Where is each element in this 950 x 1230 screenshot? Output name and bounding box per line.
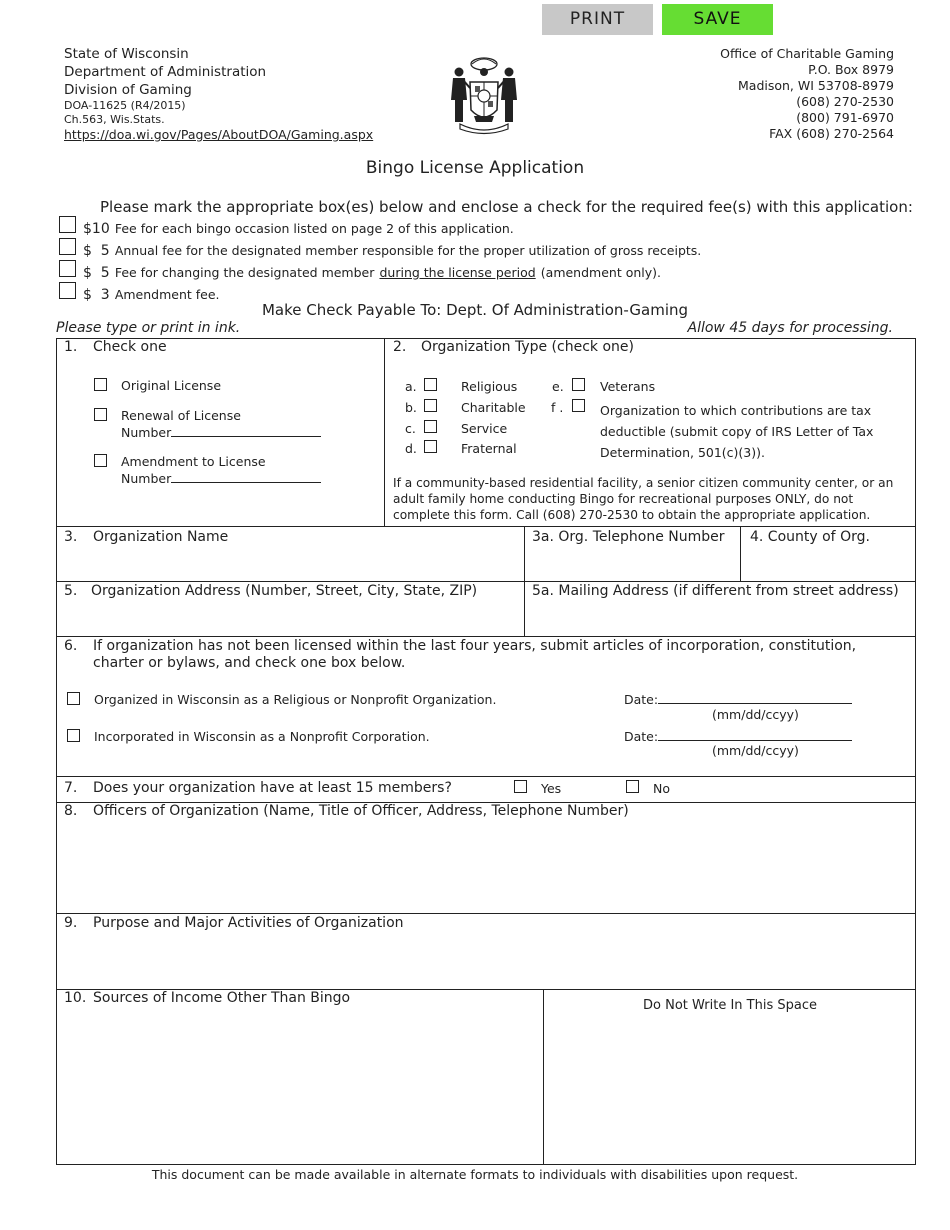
office-phone-2: (800) 791-6970	[796, 110, 894, 125]
organized-wisconsin-label: Organized in Wisconsin as a Religious or Nonprofit Organization.	[94, 692, 497, 707]
section-5a-label: 5a. Mailing Address (if different from street address)	[532, 583, 899, 599]
section-3-number: 3.	[64, 529, 78, 545]
type-print-note: Please type or print in ink.	[56, 320, 241, 336]
fee-change-member-checkbox[interactable]	[59, 260, 76, 277]
fee-occasion-text: Fee for each bingo occasion listed on page 2 of this application.	[114, 221, 514, 236]
fee-amendment-amount: $ 3	[83, 287, 110, 303]
incorporated-date-row	[624, 729, 852, 744]
org-type-fraternal-label: Fraternal	[461, 441, 517, 456]
renewal-number-label: Number	[121, 425, 172, 440]
section-2-label: Organization Type (check one)	[421, 339, 634, 355]
fee-change-period: during the license period	[379, 265, 536, 280]
original-license-label: Original License	[121, 378, 222, 393]
section-9-number: 9.	[64, 915, 78, 931]
fee-amendment-text: Amendment fee.	[114, 287, 220, 302]
members-no-checkbox[interactable]	[626, 780, 639, 793]
section-6-number: 6.	[64, 638, 78, 654]
section-2-number: 2.	[393, 339, 407, 355]
section-6-line1: If organization has not been licensed within the last four years, submit articles of incorporation, constitution,	[93, 638, 857, 654]
office-name: Office of Charitable Gaming	[720, 46, 894, 61]
form-number: DOA-11625 (R4/2015)	[64, 99, 186, 112]
row-divider	[56, 913, 916, 914]
column-divider	[740, 526, 741, 581]
section-6-instructions	[93, 638, 856, 672]
org-type-service-checkbox[interactable]	[424, 420, 437, 433]
incorporated-wisconsin-label: Incorporated in Wisconsin as a Nonprofit Corporation.	[94, 729, 430, 744]
residential-facility-note	[393, 475, 907, 523]
org-type-fraternal-checkbox[interactable]	[424, 440, 437, 453]
gaming-website-link[interactable]: https://doa.wi.gov/Pages/AboutDOA/Gaming.aspx	[64, 127, 374, 142]
section-10-label: Sources of Income Other Than Bingo	[93, 990, 351, 1006]
section-1-number: 1.	[64, 339, 78, 355]
fee-instructions: Please mark the appropriate box(es) below and enclose a check for the required fee(s) with this application:	[100, 198, 913, 216]
amendment-number-label: Number	[121, 471, 172, 486]
org-type-501c3-line2: deductible (submit copy of IRS Letter of Tax	[600, 424, 874, 439]
org-type-veterans-label: Veterans	[600, 379, 656, 394]
org-type-c-letter: c.	[405, 421, 416, 436]
org-type-501c3-label	[600, 400, 873, 463]
check-payable-note: Make Check Payable To: Dept. Of Administration-Gaming	[261, 301, 689, 319]
org-type-501c3-line3: Determination, 501(c)(3)).	[600, 445, 765, 460]
amendment-license-checkbox[interactable]	[94, 454, 107, 467]
section-4-label: 4. County of Org.	[750, 529, 870, 545]
section-5-label: Organization Address (Number, Street, City, State, ZIP)	[91, 583, 478, 599]
statute-reference: Ch.563, Wis.Stats.	[64, 113, 165, 126]
org-type-charitable-label: Charitable	[461, 400, 526, 415]
members-no-label: No	[653, 781, 670, 796]
organized-date-format: (mm/dd/ccyy)	[712, 707, 799, 722]
organization-name-input[interactable]	[60, 549, 520, 577]
fee-change-note: (amendment only).	[540, 265, 661, 280]
amendment-number-row	[121, 471, 321, 486]
column-divider	[384, 338, 385, 526]
members-yes-label: Yes	[541, 781, 562, 796]
original-license-checkbox[interactable]	[94, 378, 107, 391]
incorporated-date-format: (mm/dd/ccyy)	[712, 743, 799, 758]
row-divider	[56, 526, 916, 527]
renewal-license-checkbox[interactable]	[94, 408, 107, 421]
org-type-f-letter: f .	[551, 400, 564, 415]
officers-textarea[interactable]	[60, 824, 912, 910]
office-po-box: P.O. Box 8979	[808, 62, 894, 77]
accessibility-footer: This document can be made available in alternate formats to individuals with disabilities upon request.	[151, 1167, 799, 1182]
column-divider	[524, 526, 525, 636]
fee-change-member-row	[83, 262, 661, 281]
residential-facility-note-line3: complete this form. Call (608) 270-2530 to obtain the appropriate application.	[393, 508, 871, 522]
amendment-number-input[interactable]	[171, 471, 321, 483]
county-input[interactable]	[744, 549, 912, 577]
fee-occasion-checkbox[interactable]	[59, 216, 76, 233]
org-type-religious-label: Religious	[461, 379, 518, 394]
column-divider	[543, 989, 544, 1165]
office-contact-block	[720, 46, 894, 142]
section-7-number: 7.	[64, 780, 78, 796]
org-type-veterans-checkbox[interactable]	[572, 378, 585, 391]
org-type-charitable-checkbox[interactable]	[424, 399, 437, 412]
purpose-textarea[interactable]	[60, 936, 912, 986]
members-yes-checkbox[interactable]	[514, 780, 527, 793]
organized-date-label: Date:	[624, 692, 659, 707]
agency-block	[64, 45, 373, 143]
fee-amendment-checkbox[interactable]	[59, 282, 76, 299]
fee-occasion-row	[83, 218, 514, 237]
fee-occasion-amount: $10	[83, 221, 110, 237]
incorporated-date-input[interactable]	[658, 729, 852, 741]
residential-facility-note-line1: If a community-based residential facility, a senior citizen community center, or an	[393, 476, 894, 490]
agency-line-department: Department of Administration	[64, 64, 267, 80]
section-9-label: Purpose and Major Activities of Organization	[93, 915, 404, 931]
section-3-label: Organization Name	[93, 529, 229, 545]
organized-date-input[interactable]	[658, 692, 852, 704]
renewal-number-row	[121, 425, 321, 440]
office-city: Madison, WI 53708-8979	[738, 78, 894, 93]
income-sources-textarea[interactable]	[60, 1012, 538, 1160]
print-button[interactable]: PRINT	[542, 4, 653, 35]
org-type-religious-checkbox[interactable]	[424, 378, 437, 391]
org-type-b-letter: b.	[405, 400, 417, 415]
organized-wisconsin-checkbox[interactable]	[67, 692, 80, 705]
org-type-service-label: Service	[461, 421, 508, 436]
amendment-license-label: Amendment to License	[121, 454, 266, 469]
wisconsin-state-seal	[442, 52, 526, 138]
org-telephone-input[interactable]	[528, 549, 736, 577]
section-1-label: Check one	[93, 339, 167, 355]
renewal-license-label: Renewal of License	[121, 408, 241, 423]
incorporated-wisconsin-checkbox[interactable]	[67, 729, 80, 742]
section-8-number: 8.	[64, 803, 78, 819]
renewal-number-input[interactable]	[171, 425, 321, 437]
office-fax: FAX (608) 270-2564	[769, 126, 894, 141]
org-type-501c3-line1: Organization to which contributions are tax	[600, 403, 872, 418]
fee-annual-checkbox[interactable]	[59, 238, 76, 255]
org-type-d-letter: d.	[405, 441, 417, 456]
organized-date-row	[624, 692, 852, 707]
section-8-label: Officers of Organization (Name, Title of Officer, Address, Telephone Number)	[93, 803, 629, 819]
processing-time-note: Allow 45 days for processing.	[687, 320, 893, 336]
incorporated-date-label: Date:	[624, 729, 659, 744]
section-6-line2: charter or bylaws, and check one box below.	[93, 655, 406, 671]
agency-line-state: State of Wisconsin	[64, 46, 189, 62]
org-type-a-letter: a.	[405, 379, 417, 394]
residential-facility-note-line2: adult family home conducting Bingo for recreational purposes ONLY, do not	[393, 492, 854, 506]
fee-change-amount: $ 5	[83, 265, 110, 281]
page-title: Bingo License Application	[365, 158, 585, 178]
row-divider	[56, 636, 916, 637]
fee-annual-text: Annual fee for the designated member responsible for the proper utilization of gross receipts.	[114, 243, 702, 258]
fee-annual-row	[83, 240, 701, 259]
section-3a-label: 3a. Org. Telephone Number	[532, 529, 725, 545]
row-divider	[56, 776, 916, 777]
organization-address-input[interactable]	[60, 603, 520, 632]
office-phone-1: (608) 270-2530	[796, 94, 894, 109]
save-button[interactable]: SAVE	[662, 4, 773, 35]
section-10-number: 10.	[64, 990, 87, 1006]
office-use-only-label: Do Not Write In This Space	[643, 998, 817, 1013]
fee-change-text: Fee for changing the designated member	[114, 265, 375, 280]
row-divider	[56, 581, 916, 582]
section-7-label: Does your organization have at least 15 members?	[93, 780, 452, 796]
mailing-address-input[interactable]	[528, 603, 912, 632]
fee-annual-amount: $ 5	[83, 243, 110, 259]
agency-line-division: Division of Gaming	[64, 82, 192, 98]
org-type-501c3-checkbox[interactable]	[572, 399, 585, 412]
org-type-e-letter: e.	[552, 379, 564, 394]
section-5-number: 5.	[64, 583, 78, 599]
